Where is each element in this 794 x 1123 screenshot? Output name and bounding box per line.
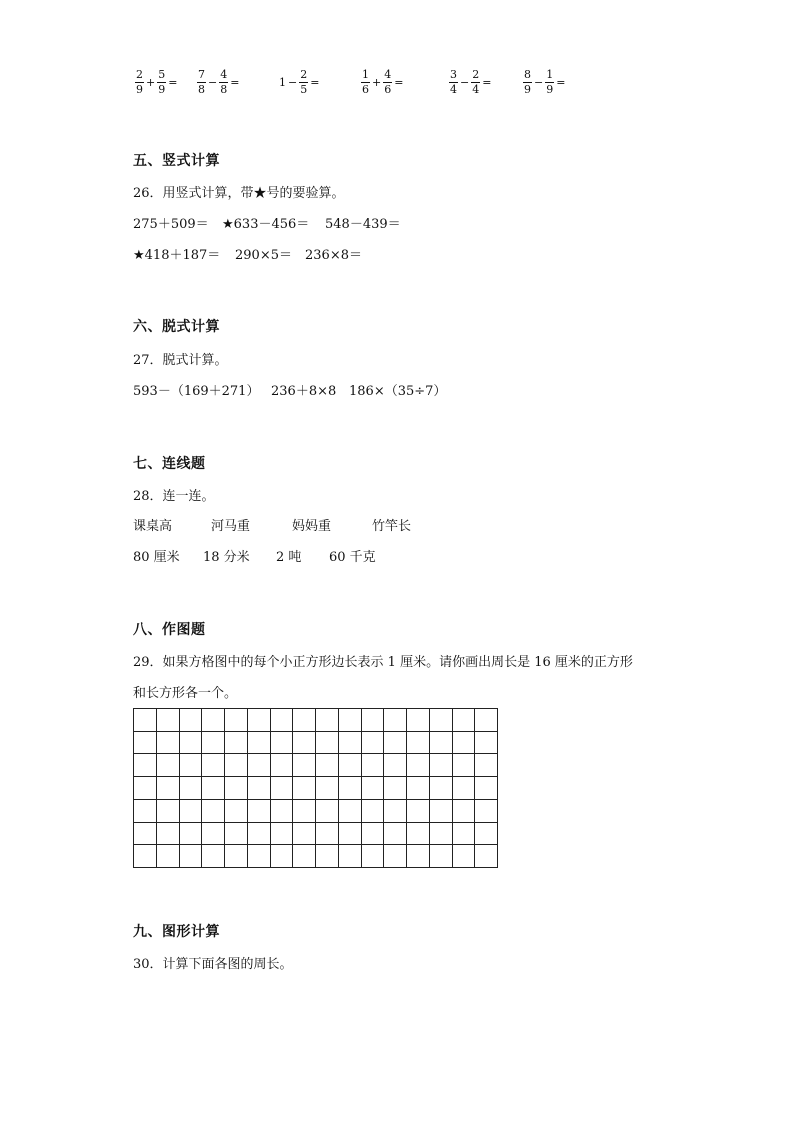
matching-item-top: 妈妈重 bbox=[292, 519, 332, 534]
grid-cell[interactable] bbox=[452, 709, 475, 732]
exercise-item: 236×8＝ bbox=[305, 248, 362, 263]
equals-sign: = bbox=[394, 75, 404, 89]
grid-cell[interactable] bbox=[202, 799, 225, 822]
grid-cell[interactable] bbox=[452, 845, 475, 868]
fraction: $\frac{2}{9}$ bbox=[136, 67, 143, 96]
whole-number: 1 bbox=[279, 75, 286, 89]
matching-item-bottom: 80 厘米 bbox=[133, 550, 180, 565]
grid-cell[interactable] bbox=[247, 754, 270, 777]
fraction: $\frac{8}{9}$ bbox=[524, 67, 531, 96]
grid-cell[interactable] bbox=[384, 754, 407, 777]
square-grid[interactable] bbox=[133, 708, 498, 868]
fraction-exercise-1 bbox=[134, 62, 178, 102]
grid-cell[interactable] bbox=[293, 731, 316, 754]
grid-row bbox=[134, 777, 498, 800]
section-heading-vertical-calculation: 五、竖式计算 bbox=[133, 153, 220, 169]
question-29-line-2: 和长方形各一个。 bbox=[133, 686, 238, 701]
fraction: $\frac{5}{9}$ bbox=[158, 67, 166, 96]
grid-cell[interactable] bbox=[429, 754, 452, 777]
grid-cell[interactable] bbox=[452, 754, 475, 777]
grid-cell[interactable] bbox=[270, 731, 293, 754]
grid-cell[interactable] bbox=[270, 754, 293, 777]
exercise-item: 548－439＝ bbox=[325, 217, 401, 232]
grid-cell[interactable] bbox=[316, 731, 339, 754]
grid-cell[interactable] bbox=[429, 731, 452, 754]
grid-row bbox=[134, 822, 498, 845]
grid-cell[interactable] bbox=[429, 709, 452, 732]
fraction: $\frac{1}{6}$ bbox=[362, 67, 369, 96]
grid-cell[interactable] bbox=[270, 845, 293, 868]
grid-cell[interactable] bbox=[361, 731, 384, 754]
grid-cell[interactable] bbox=[452, 799, 475, 822]
exercise-item: 236＋8×8 bbox=[271, 384, 337, 399]
grid-cell[interactable] bbox=[270, 822, 293, 845]
grid-cell[interactable] bbox=[361, 777, 384, 800]
grid-cell[interactable] bbox=[452, 777, 475, 800]
fraction-exercise-row bbox=[0, 62, 794, 102]
grid-cell[interactable] bbox=[247, 709, 270, 732]
grid-cell[interactable] bbox=[384, 777, 407, 800]
grid-cell[interactable] bbox=[202, 822, 225, 845]
grid-cell[interactable] bbox=[429, 799, 452, 822]
grid-cell[interactable] bbox=[475, 754, 498, 777]
grid-cell[interactable] bbox=[270, 709, 293, 732]
operator: − bbox=[208, 75, 218, 89]
grid-cell[interactable] bbox=[293, 845, 316, 868]
fraction-exercise-3 bbox=[278, 62, 320, 102]
grid-cell[interactable] bbox=[202, 754, 225, 777]
matching-item-bottom: 18 分米 bbox=[203, 550, 250, 565]
section-heading-drawing: 八、作图题 bbox=[133, 622, 206, 638]
grid-cell[interactable] bbox=[247, 731, 270, 754]
grid-cell[interactable] bbox=[316, 799, 339, 822]
fraction: $\frac{4}{8}$ bbox=[220, 67, 228, 96]
grid-cell[interactable] bbox=[316, 709, 339, 732]
grid-cell[interactable] bbox=[429, 777, 452, 800]
grid-row bbox=[134, 709, 498, 732]
grid-row bbox=[134, 754, 498, 777]
grid-cell[interactable] bbox=[407, 822, 430, 845]
question-30: 30．计算下面各图的周长。 bbox=[133, 957, 293, 972]
question-29-line-1: 29．如果方格图中的每个小正方形边长表示 1 厘米。请你画出周长是 16 厘米的正方形 bbox=[133, 655, 633, 670]
grid-cell[interactable] bbox=[225, 822, 248, 845]
grid-cell[interactable] bbox=[179, 754, 202, 777]
grid-cell[interactable] bbox=[270, 799, 293, 822]
exercise-item: 186×（35÷7） bbox=[349, 384, 447, 399]
grid-cell[interactable] bbox=[179, 777, 202, 800]
grid-cell[interactable] bbox=[338, 845, 361, 868]
fraction: $\frac{2}{4}$ bbox=[472, 67, 480, 96]
grid-cell[interactable] bbox=[361, 799, 384, 822]
grid-cell[interactable] bbox=[475, 777, 498, 800]
grid-cell[interactable] bbox=[156, 799, 179, 822]
exercise-item: 593－（169＋271） bbox=[133, 384, 260, 399]
operator: + bbox=[146, 75, 156, 89]
question-27: 27．脱式计算。 bbox=[133, 353, 228, 368]
grid-cell[interactable] bbox=[156, 777, 179, 800]
grid-cell[interactable] bbox=[384, 822, 407, 845]
grid-cell[interactable] bbox=[225, 731, 248, 754]
matching-item-top: 河马重 bbox=[211, 519, 251, 534]
equals-sign: = bbox=[556, 75, 566, 89]
fraction-exercise-5 bbox=[448, 62, 492, 102]
grid-cell[interactable] bbox=[225, 799, 248, 822]
grid-cell[interactable] bbox=[475, 845, 498, 868]
grid-cell[interactable] bbox=[293, 822, 316, 845]
equals-sign: = bbox=[310, 75, 320, 89]
grid-cell[interactable] bbox=[293, 799, 316, 822]
section-heading-step-calculation: 六、脱式计算 bbox=[133, 319, 220, 335]
equals-sign: = bbox=[230, 75, 240, 89]
grid-cell[interactable] bbox=[316, 822, 339, 845]
grid-cell[interactable] bbox=[338, 799, 361, 822]
grid-cell[interactable] bbox=[475, 799, 498, 822]
fraction: $\frac{3}{4}$ bbox=[450, 67, 457, 96]
grid-cell[interactable] bbox=[134, 845, 157, 868]
grid-cell[interactable] bbox=[202, 845, 225, 868]
grid-cell[interactable] bbox=[407, 731, 430, 754]
grid-cell[interactable] bbox=[338, 709, 361, 732]
equals-sign: = bbox=[482, 75, 492, 89]
grid-cell[interactable] bbox=[202, 731, 225, 754]
grid-cell[interactable] bbox=[407, 754, 430, 777]
question-28: 28．连一连。 bbox=[133, 489, 215, 504]
question-26: 26．用竖式计算，带★号的要验算。 bbox=[133, 186, 345, 201]
grid-cell[interactable] bbox=[429, 845, 452, 868]
section-heading-matching: 七、连线题 bbox=[133, 456, 206, 472]
grid-cell[interactable] bbox=[293, 709, 316, 732]
grid-cell[interactable] bbox=[179, 709, 202, 732]
grid-cell[interactable] bbox=[338, 754, 361, 777]
fraction: $\frac{2}{5}$ bbox=[300, 67, 308, 96]
grid-cell[interactable] bbox=[384, 731, 407, 754]
grid-cell[interactable] bbox=[361, 709, 384, 732]
exercise-item: 275＋509＝ bbox=[133, 217, 209, 232]
grid-cell[interactable] bbox=[134, 822, 157, 845]
grid-cell[interactable] bbox=[475, 731, 498, 754]
grid-cell[interactable] bbox=[338, 822, 361, 845]
grid-cell[interactable] bbox=[156, 754, 179, 777]
fraction-exercise-6 bbox=[522, 62, 566, 102]
grid-cell[interactable] bbox=[134, 754, 157, 777]
grid-cell[interactable] bbox=[247, 845, 270, 868]
grid-cell[interactable] bbox=[134, 777, 157, 800]
operator: + bbox=[372, 75, 382, 89]
grid-cell[interactable] bbox=[452, 731, 475, 754]
grid-cell[interactable] bbox=[452, 822, 475, 845]
grid-cell[interactable] bbox=[202, 709, 225, 732]
grid-cell[interactable] bbox=[316, 777, 339, 800]
operator: − bbox=[288, 75, 298, 89]
grid-cell[interactable] bbox=[134, 799, 157, 822]
grid-cell[interactable] bbox=[384, 845, 407, 868]
grid-cell[interactable] bbox=[156, 845, 179, 868]
grid-cell[interactable] bbox=[475, 822, 498, 845]
grid-cell[interactable] bbox=[179, 799, 202, 822]
grid-cell[interactable] bbox=[407, 845, 430, 868]
fraction: $\frac{7}{8}$ bbox=[198, 67, 205, 96]
grid-cell[interactable] bbox=[361, 754, 384, 777]
grid-cell[interactable] bbox=[316, 845, 339, 868]
grid-cell[interactable] bbox=[293, 754, 316, 777]
grid-cell[interactable] bbox=[316, 754, 339, 777]
grid-cell[interactable] bbox=[338, 731, 361, 754]
grid-cell[interactable] bbox=[156, 731, 179, 754]
grid-cell[interactable] bbox=[270, 777, 293, 800]
grid-cell[interactable] bbox=[134, 709, 157, 732]
grid-row bbox=[134, 799, 498, 822]
grid-cell[interactable] bbox=[179, 731, 202, 754]
matching-item-top: 课桌高 bbox=[133, 519, 173, 534]
matching-item-bottom: 60 千克 bbox=[329, 550, 376, 565]
grid-cell[interactable] bbox=[225, 709, 248, 732]
grid-cell[interactable] bbox=[429, 822, 452, 845]
fraction: $\frac{4}{6}$ bbox=[384, 67, 392, 96]
grid-cell[interactable] bbox=[156, 822, 179, 845]
grid-cell[interactable] bbox=[225, 845, 248, 868]
grid-cell[interactable] bbox=[407, 799, 430, 822]
grid-cell[interactable] bbox=[407, 709, 430, 732]
operator: − bbox=[460, 75, 470, 89]
grid-cell[interactable] bbox=[247, 822, 270, 845]
fraction-exercise-2 bbox=[196, 62, 240, 102]
fraction: $\frac{1}{9}$ bbox=[546, 67, 554, 96]
grid-row bbox=[134, 731, 498, 754]
grid-cell[interactable] bbox=[134, 731, 157, 754]
exercise-item: 290×5＝ bbox=[235, 248, 292, 263]
grid-cell[interactable] bbox=[179, 845, 202, 868]
grid-cell[interactable] bbox=[361, 845, 384, 868]
exercise-item: ★633－456＝ bbox=[222, 217, 310, 232]
grid-cell[interactable] bbox=[247, 777, 270, 800]
grid-cell[interactable] bbox=[156, 709, 179, 732]
matching-item-bottom: 2 吨 bbox=[276, 550, 302, 565]
operator: − bbox=[534, 75, 544, 89]
grid-cell[interactable] bbox=[225, 777, 248, 800]
grid-row bbox=[134, 845, 498, 868]
grid-cell[interactable] bbox=[384, 709, 407, 732]
fraction-exercise-4 bbox=[360, 62, 404, 102]
grid-cell[interactable] bbox=[293, 777, 316, 800]
grid-cell[interactable] bbox=[179, 822, 202, 845]
section-heading-shape-calculation: 九、图形计算 bbox=[133, 924, 220, 940]
grid-cell[interactable] bbox=[247, 799, 270, 822]
grid-cell[interactable] bbox=[361, 822, 384, 845]
equals-sign: = bbox=[168, 75, 178, 89]
grid-cell[interactable] bbox=[407, 777, 430, 800]
grid-cell[interactable] bbox=[475, 709, 498, 732]
grid-cell[interactable] bbox=[225, 754, 248, 777]
grid-cell[interactable] bbox=[338, 777, 361, 800]
grid-cell[interactable] bbox=[202, 777, 225, 800]
grid-cell[interactable] bbox=[384, 799, 407, 822]
exercise-item: ★418＋187＝ bbox=[133, 248, 221, 263]
matching-item-top: 竹竿长 bbox=[372, 519, 412, 534]
